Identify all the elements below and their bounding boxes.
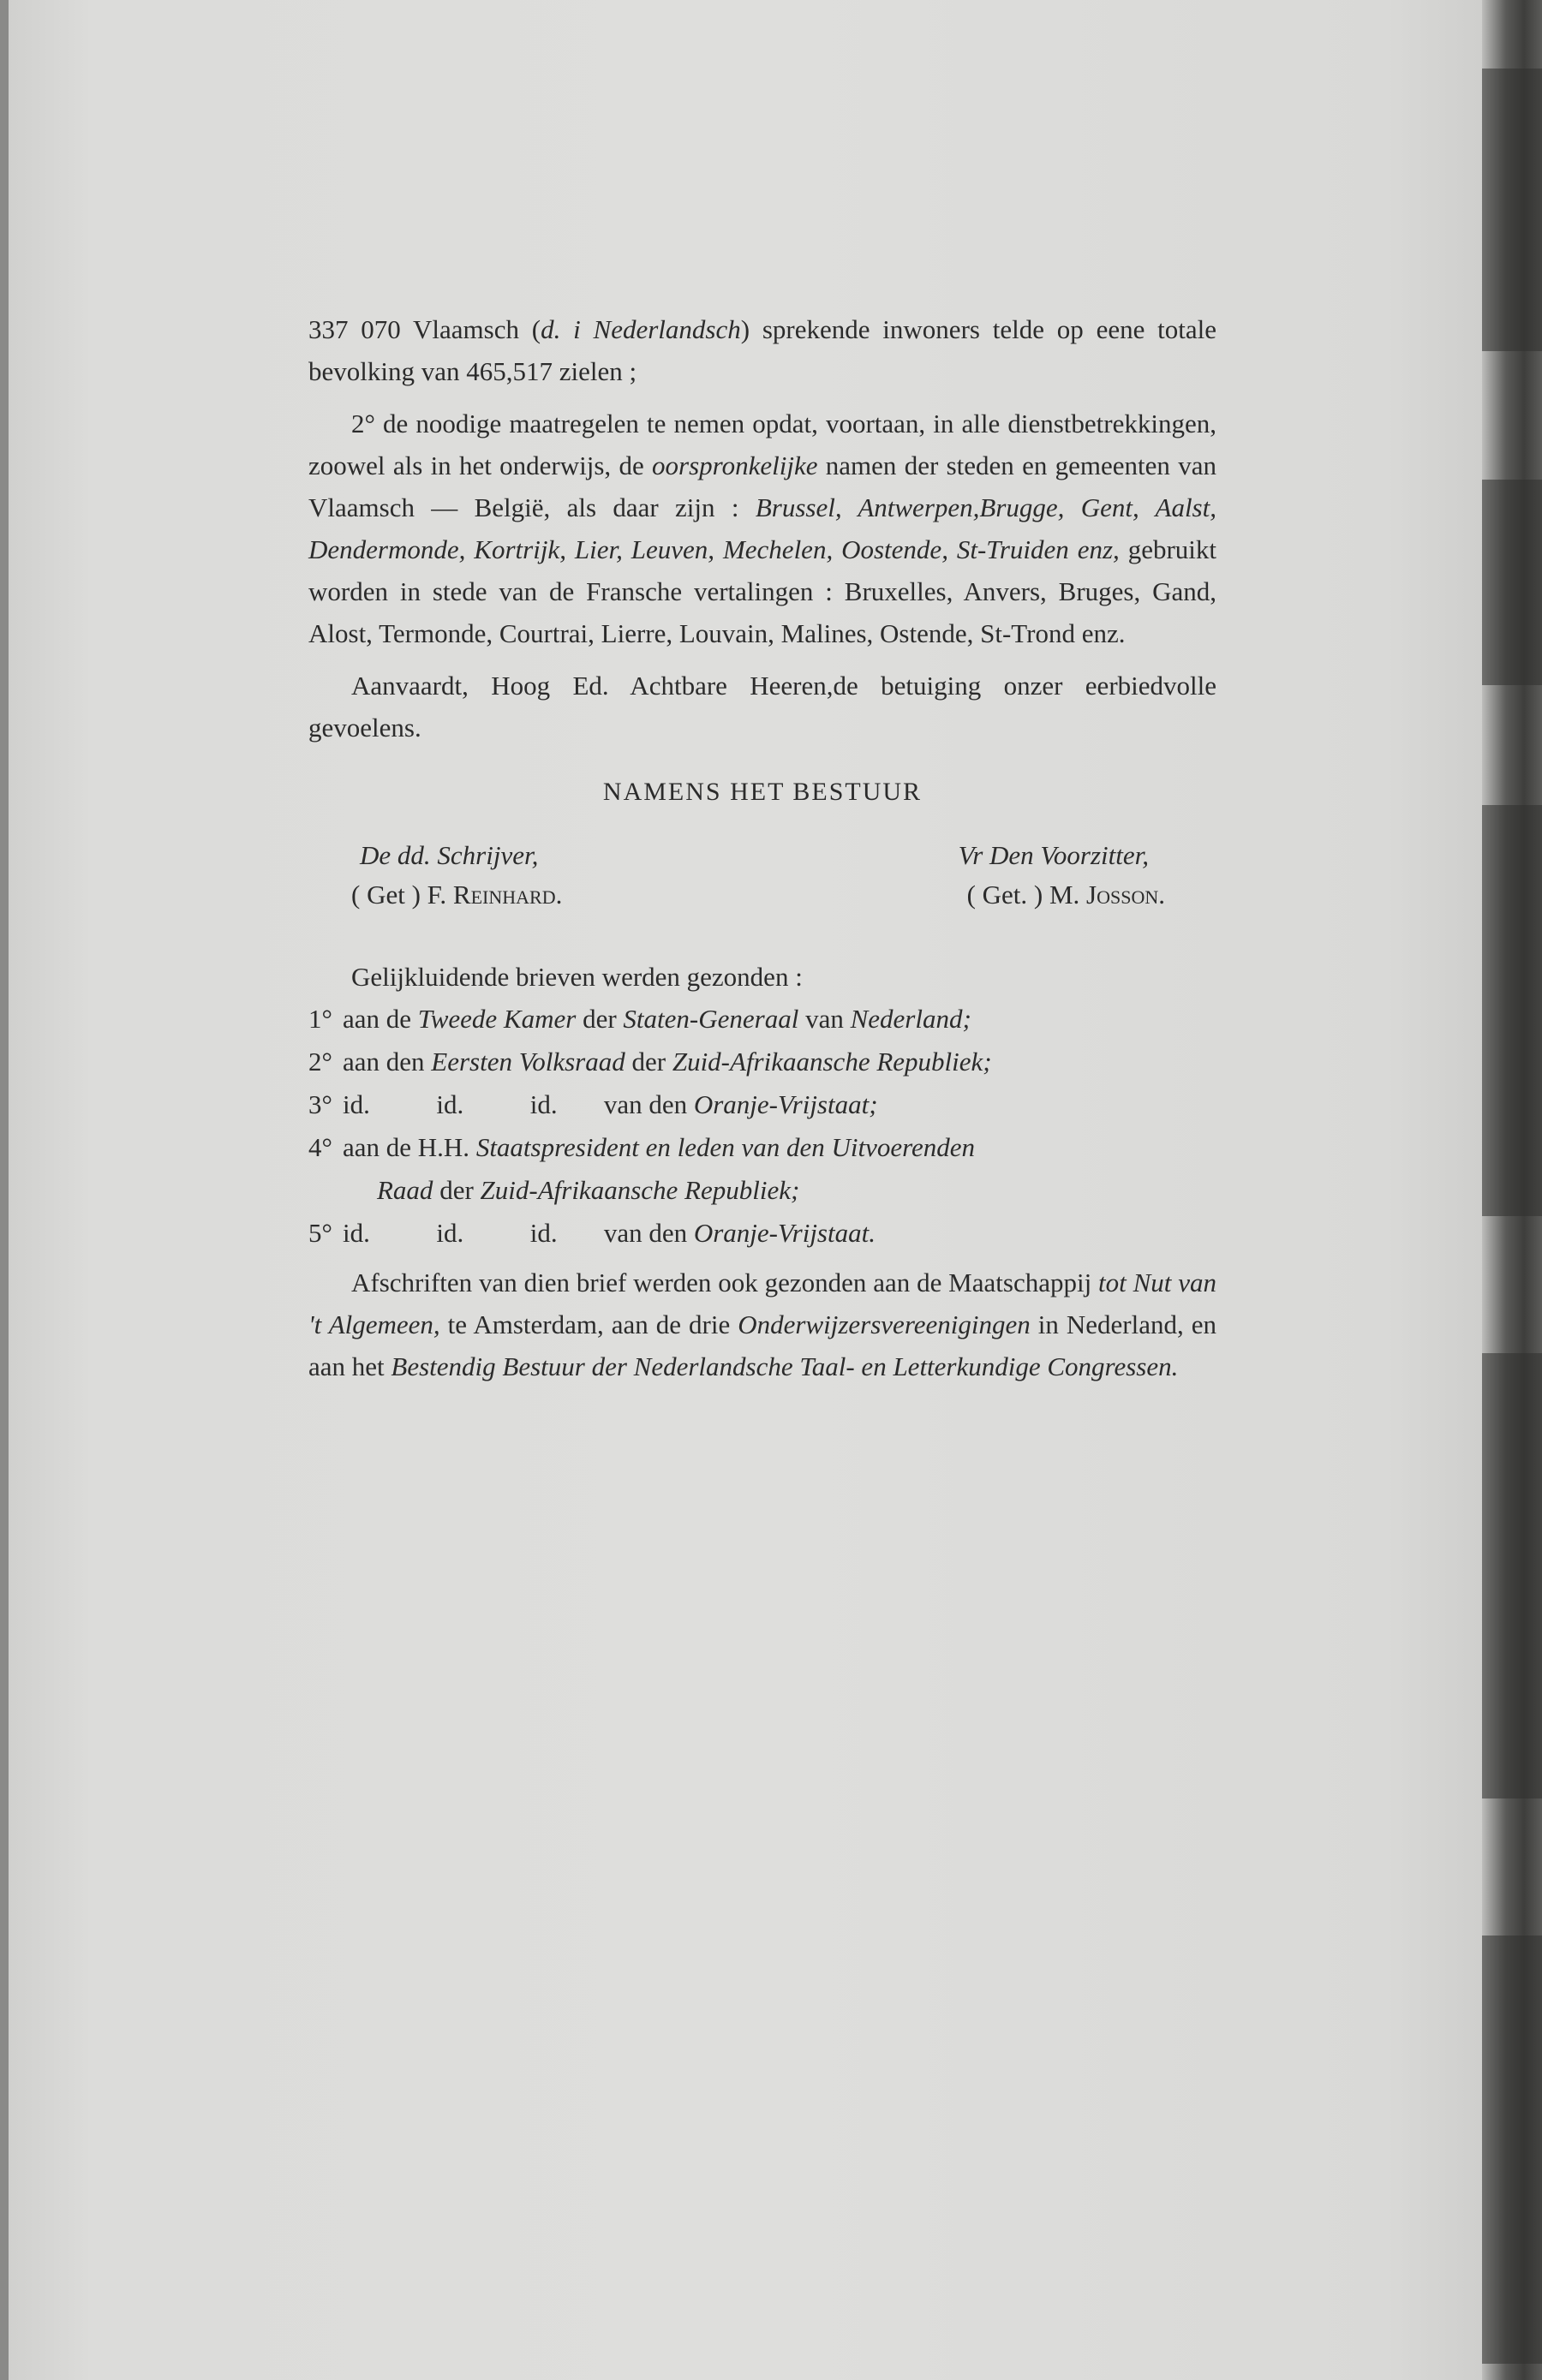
list-number: 5° (308, 1218, 332, 1248)
list-number: 3° (308, 1089, 332, 1119)
text: Afschriften van dien brief werden ook gezonden aan de Maatschappij (351, 1268, 1099, 1297)
text: gebruikt worden in stede van de Fransche vertalingen : Bruxelles, Anvers, Bruges, Gand, Alost, Termonde, Courtrai, Lierre, Louvain, Malines, Ostende, St-Trond enz. (308, 534, 1216, 648)
italic-text: Zuid-Afrikaansche Republiek; (672, 1047, 992, 1077)
text: id. id. id. van den (343, 1218, 694, 1248)
list-number: 2° (308, 1047, 332, 1077)
list-item (308, 1126, 1216, 1169)
text: der (433, 1175, 481, 1205)
board-heading: NAMENS HET BESTUUR (602, 778, 923, 806)
text: der (625, 1047, 672, 1077)
italic-text: d. i Nederlandsch (541, 314, 741, 344)
italic-text: Oranje-Vrijstaat; (693, 1089, 878, 1119)
italic-text: tot Nut van 't Algemeen, (308, 1268, 1216, 1339)
signature-title: De dd. Schrijver, (360, 840, 539, 870)
italic-text: Onderwijzersvereenigingen (738, 1309, 1031, 1339)
paragraph-copies (308, 1262, 1216, 1387)
list-item (308, 1212, 1216, 1255)
text: namen der steden en gemeenten van Vlaamsch — België, als daar zijn : (308, 450, 1216, 522)
text: aan de H.H. (343, 1132, 476, 1162)
list-item (308, 1041, 1216, 1083)
italic-text: Eersten Volksraad (431, 1047, 625, 1077)
text: in Nederland, en aan het (308, 1309, 1216, 1381)
signature-secretary (308, 836, 562, 915)
list-item-continuation (308, 1169, 1216, 1212)
italic-text: Raad (377, 1175, 433, 1205)
list-item (308, 1083, 1216, 1126)
text: aan de (343, 1004, 418, 1034)
paragraph-measures (308, 403, 1216, 654)
text: ) sprekende inwoners telde op eene totale bevolking van 465,517 zielen ; (308, 314, 1216, 386)
paragraph-closing: Aanvaardt, Hoog Ed. Achtbare Heeren,de betuiging onzer eerbiedvolle gevoelens. (308, 671, 1216, 743)
paragraph-population (308, 308, 1216, 392)
text: der (576, 1004, 624, 1034)
list-number: 4° (308, 1132, 332, 1162)
signature-get: ( Get ) (351, 880, 421, 910)
italic-text: Staten-Generaal (623, 1004, 799, 1034)
text: id. id. id. van den (343, 1089, 694, 1119)
signature-title: Vr Den Voorzitter, (958, 840, 1150, 870)
italic-text: Staatspresident en leden van den Uitvoerenden (475, 1132, 976, 1162)
page-left-edge (0, 0, 9, 2380)
signature-name: M. Josson. (1049, 880, 1165, 910)
text: van (798, 1004, 851, 1034)
list-number: 1° (308, 1004, 332, 1034)
strip-shadow (1482, 805, 1542, 1216)
strip-shadow (1482, 480, 1542, 685)
list-item (308, 998, 1216, 1041)
strip-shadow (1482, 1936, 1542, 2364)
italic-text: oorspronkelijke (652, 450, 818, 480)
list-number (308, 1169, 343, 1212)
italic-text: Oranje-Vrijstaat. (693, 1218, 876, 1248)
italic-text: Tweede Kamer (417, 1004, 577, 1034)
strip-shadow (1482, 1353, 1542, 1798)
italic-text: Nederland; (850, 1004, 971, 1034)
strip-shadow (1482, 69, 1542, 351)
recipient-list (308, 956, 1216, 1255)
italic-text: Bestendig Bestuur der Nederlandsche Taal- en Letterkundige Congressen. (391, 1351, 1179, 1381)
text: te Amsterdam, aan de drie (439, 1309, 738, 1339)
italic-city-names: Brussel, Antwerpen,Brugge, Gent, Aalst, Dendermonde, Kortrijk, Lier, Leuven, Mechelen, Oostende, St-Truiden enz, (308, 492, 1216, 564)
list-intro: Gelijkluidende brieven werden gezonden : (351, 962, 803, 992)
signature-row (308, 836, 1216, 915)
text: 2° de noodige maatregelen te nemen opdat, voortaan, in alle dienstbetrekkingen, zoowel als in het onderwijs, de (308, 409, 1216, 480)
text: 337 070 Vlaamsch ( (308, 314, 541, 344)
signature-get: ( Get. ) (966, 880, 1043, 910)
signature-name: F. Reinhard. (427, 880, 563, 910)
signature-chairman (959, 836, 1216, 915)
letter-body (308, 308, 1216, 1387)
text: aan den (343, 1047, 432, 1077)
italic-text: Zuid-Afrikaansche Republiek; (480, 1175, 800, 1205)
